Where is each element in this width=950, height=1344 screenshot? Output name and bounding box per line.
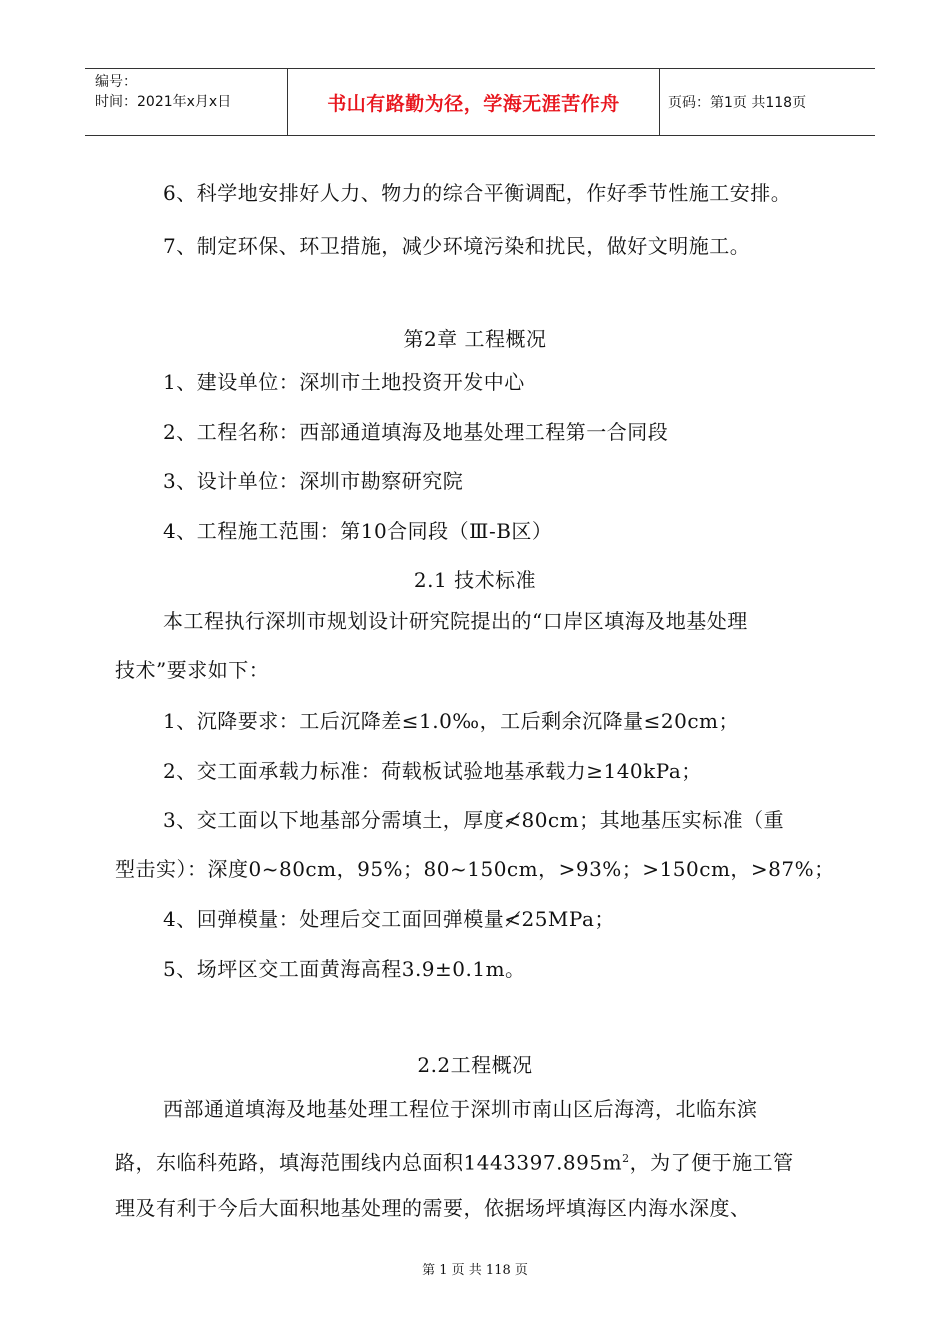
page-header — [85, 68, 875, 136]
header-page-label: 页码：第1页 共118页 — [668, 95, 807, 111]
section-2-1-title: 2.1 技术标准 — [413, 568, 537, 592]
item-7: 7、制定环保、环卫措施，减少环境污染和扰民，做好文明施工。 — [163, 234, 751, 258]
chapter-item-3: 3、设计单位：深圳市勘察研究院 — [163, 469, 464, 493]
standard-3-continued: 型击实）：深度0~80cm，95%；80~150cm，>93%；>150cm，>87%； — [115, 857, 835, 881]
section-2-2-line2-part-a: 路，东临科苑路，填海范围线内总面积1443397.895m — [115, 1150, 623, 1175]
chapter-title: 第2章 工程概况 — [403, 327, 547, 351]
standard-4: 4、回弹模量：处理后交工面回弹模量≮25MPa； — [163, 907, 615, 931]
standard-1: 1、沉降要求：工后沉降差≤1.0‰，工后剩余沉降量≤20cm； — [163, 709, 739, 733]
page-footer: 第 1 页 共 118 页 — [422, 1263, 528, 1278]
chapter-item-4: 4、工程施工范围：第10合同段（Ⅲ-B区） — [163, 519, 553, 543]
chapter-item-2: 2、工程名称：西部通道填海及地基处理工程第一合同段 — [163, 420, 669, 444]
section-2-2-line2-part-b: ，为了便于施工管 — [629, 1150, 794, 1175]
section-2-2-line2 — [115, 1147, 794, 1175]
section-2-1-intro-line1: 本工程执行深圳市规划设计研究院提出的“口岸区填海及地基处理 — [163, 609, 748, 633]
header-meta — [85, 69, 288, 135]
item-6: 6、科学地安排好人力、物力的综合平衡调配，作好季节性施工安排。 — [163, 181, 792, 205]
standard-5: 5、场坪区交工面黄海高程3.9±0.1m。 — [163, 957, 526, 981]
number-label: 编号： — [95, 74, 137, 90]
standard-2: 2、交工面承载力标准：荷载板试验地基承载力≥140kPa； — [163, 759, 702, 783]
header-motto: 书山有路勤为径，学海无涯苦作舟 — [288, 69, 660, 135]
section-2-2-title: 2.2工程概况 — [417, 1053, 533, 1077]
section-2-2-line3: 理及有利于今后大面积地基处理的需要，依据场坪填海区内海水深度、 — [115, 1196, 751, 1220]
section-2-1-intro-line2: 技术”要求如下： — [115, 658, 270, 682]
area-unit-superscript: 2 — [622, 1152, 630, 1165]
chapter-item-1: 1、建设单位：深圳市土地投资开发中心 — [163, 370, 525, 394]
standard-3: 3、交工面以下地基部分需填土，厚度≮80cm；其地基压实标准（重 — [163, 808, 785, 832]
section-2-2-line1: 西部通道填海及地基处理工程位于深圳市南山区后海湾，北临东滨 — [163, 1097, 758, 1121]
time-label: 时间：2021年x月x日 — [95, 94, 232, 110]
